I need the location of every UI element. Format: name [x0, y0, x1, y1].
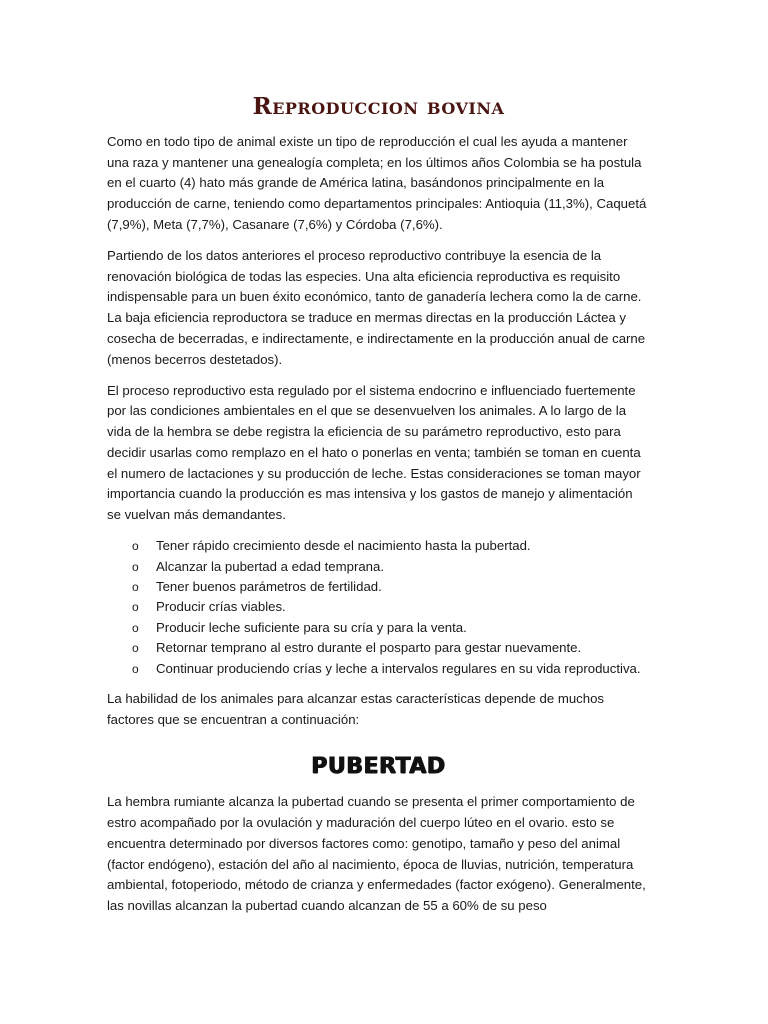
- bullet-marker: o: [132, 620, 139, 635]
- paragraph-factors-intro: La habilidad de los animales para alcanzar estas características depende de muchos factores que se encuentran a continuación:: [107, 691, 605, 727]
- bullet-marker: o: [132, 559, 139, 574]
- bullet-marker: o: [132, 539, 139, 554]
- list-item-text: Tener rápido crecimiento desde el nacimiento hasta la pubertad.: [156, 538, 531, 554]
- paragraph-intro-3: El proceso reproductivo esta regulado por el sistema endocrino e influenciado fuertemente por las condiciones ambientales en el que se desenvuelven los animales. A lo largo de la vida de la hembra se debe registra la eficiencia de su parámetro reproductivo, esto para decidir usarlas como remplazo en el hato o ponerlas en venta; también se toman en cuenta el numero de lactaciones y su producción de leche. Estas consideraciones se toman mayor importancia cuando la producción es mas intensiva y los gastos de manejo y alimentación se vuelvan más demandantes.: [107, 382, 641, 522]
- list-item-text: Continuar produciendo crías y leche a intervalos regulares en su vida reproductiva.: [156, 660, 641, 676]
- list-item-text: Tener buenos parámetros de fertilidad.: [156, 578, 382, 594]
- document-title: Reproduccion bovina: [252, 93, 505, 120]
- list-item-text: Alcanzar la pubertad a edad temprana.: [156, 558, 384, 574]
- list-item: [132, 577, 650, 597]
- bullet-marker: o: [132, 661, 139, 676]
- paragraph-pubertad: La hembra rumiante alcanza la pubertad cuando se presenta el primer comportamiento de estro acompañado por la ovulación y maduración del cuerpo lúteo en el ovario. esto se encuentra determinado por diversos factores como: genotipo, tamaño y peso del animal (factor endógeno), estación del año al nacimiento, época de lluvias, nutrición, temperatura ambiental, fotoperiodo, método de crianza y enfermedades (factor exógeno). Generalmente, las novillas alcanzan la pubertad cuando alcanzan de 55 a 60% de su peso: [107, 794, 646, 913]
- bullet-marker: o: [132, 579, 139, 594]
- list-item: [132, 618, 650, 638]
- paragraph-intro-1: Como en todo tipo de animal existe un tipo de reproducción el cual les ayuda a mantener una raza y mantener una genealogía completa; en los últimos años Colombia se ha postula en el cuarto (4) hato más grande de América latina, basándonos principalmente en la producción de carne, teniendo como departamentos principales: Antioquia (11,3%), Caquetá (7,9%), Meta (7,7%), Casanare (7,6%) y Córdoba (7,6%).: [107, 134, 647, 232]
- list-item: [132, 638, 650, 658]
- list-item: [132, 597, 650, 617]
- list-item-text: Retornar temprano al estro durante el posparto para gestar nuevamente.: [156, 640, 582, 656]
- objectives-list: [107, 536, 650, 679]
- list-item-text: Producir crías viables.: [156, 599, 286, 615]
- section-title-pubertad: PUBERTAD: [311, 754, 446, 780]
- list-item: [132, 659, 650, 679]
- bullet-marker: o: [132, 600, 139, 615]
- bullet-marker: o: [132, 641, 139, 656]
- list-item: [132, 536, 650, 556]
- list-item: [132, 557, 650, 577]
- paragraph-intro-2: Partiendo de los datos anteriores el proceso reproductivo contribuye la esencia de la renovación biológica de todas las especies. Una alta eficiencia reproductiva es requisito indispensable para un buen éxito económico, tanto de ganadería lechera como la de carne. La baja eficiencia reproductora se traduce en mermas directas en la producción Láctea y cosecha de becerradas, e indirectamente, e indirectamente en la producción anual de carne (menos becerros destetados).: [107, 248, 646, 367]
- list-item-text: Producir leche suficiente para su cría y para la venta.: [156, 619, 467, 635]
